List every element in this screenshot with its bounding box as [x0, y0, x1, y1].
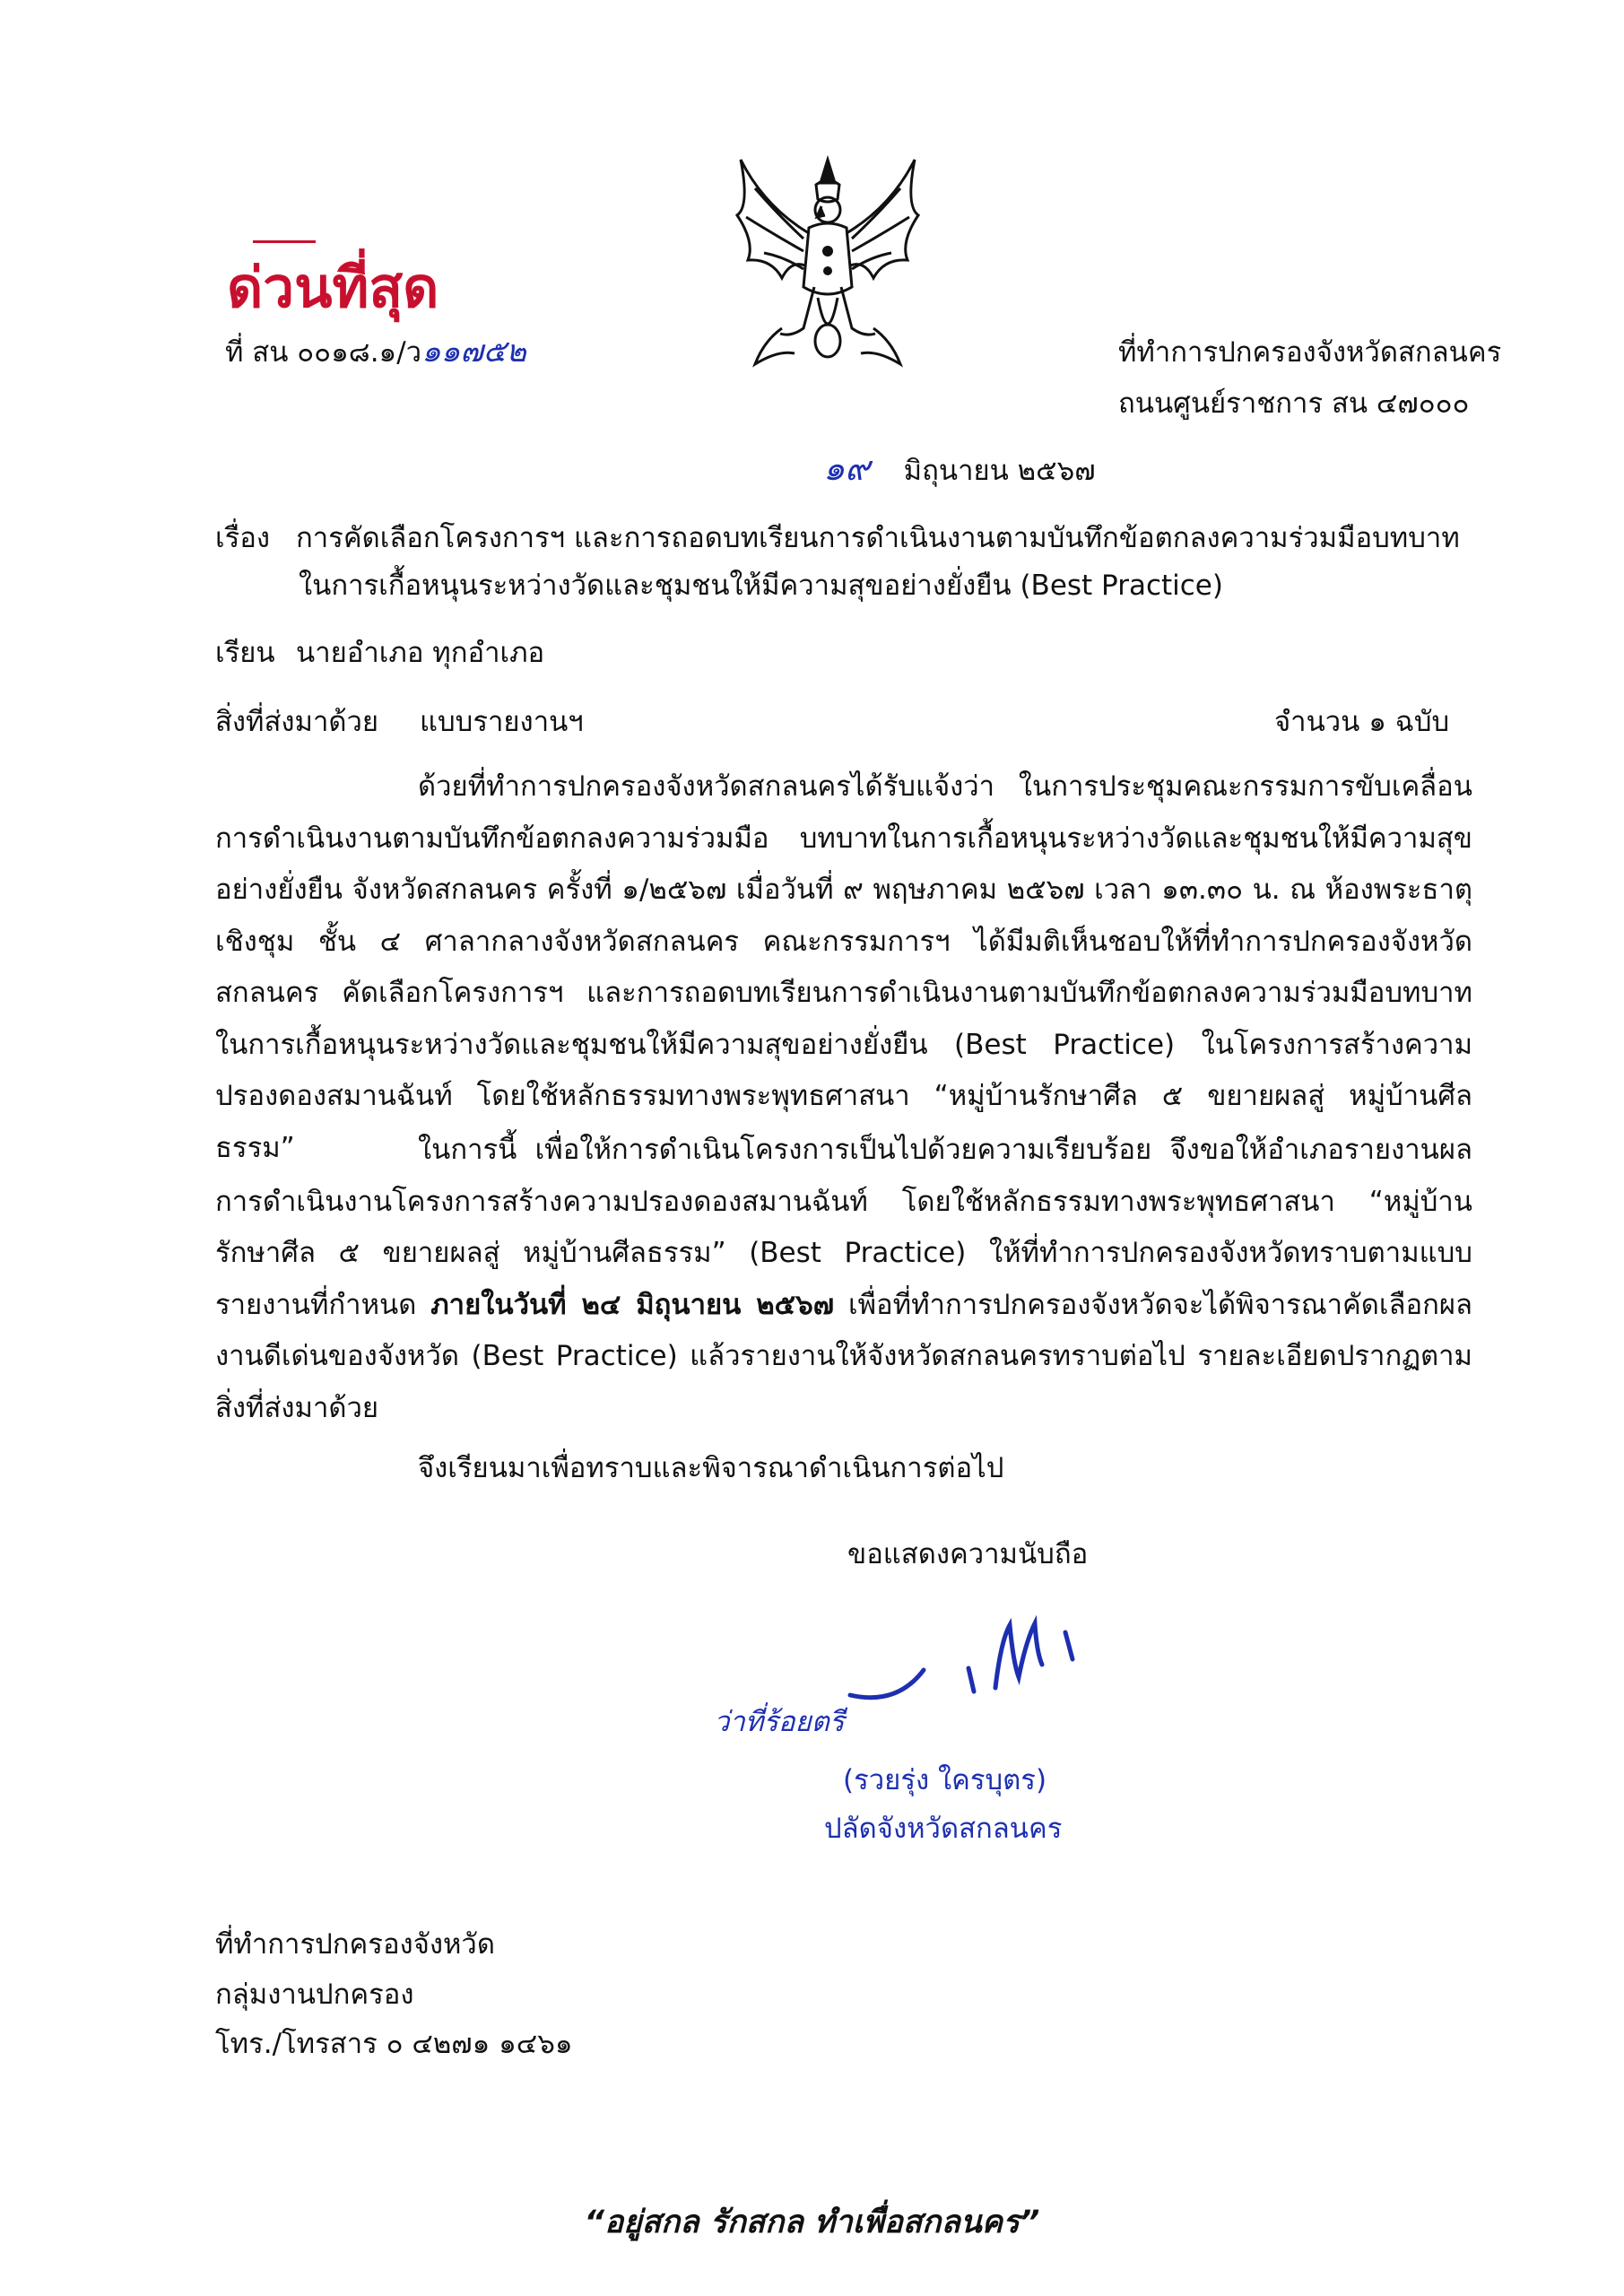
- body-paragraph-1: [215, 761, 1472, 1174]
- subject-line2: ในการเกื้อหนุนระหว่างวัดและชุมชนให้มีความสุขอย่างยั่งยืน (Best Practice): [299, 570, 1223, 602]
- document-date: [823, 448, 1096, 491]
- closing-request: จึงเรียนมาเพื่อทราบและพิจารณาดำเนินการต่อไป: [418, 1452, 1004, 1484]
- signer-handwritten-title: ว่าที่ร้อยตรี: [714, 1706, 845, 1738]
- document-number-handwritten: ๑๑๗๕๒: [421, 334, 526, 370]
- urgency-stamp: ด่วนที่สุด: [227, 255, 439, 320]
- enclosure-label: สิ่งที่ส่งมาด้วย: [215, 706, 379, 738]
- date-month-year: มิถุนายน ๒๕๖๗: [903, 455, 1096, 487]
- document-number: [225, 332, 526, 372]
- recipient-label: เรียน: [215, 637, 275, 669]
- body-paragraph-2-text: ในการนี้ เพื่อให้การดำเนินโครงการเป็นไปด้วยความเรียบร้อย จึงขอให้อำเภอรายงานผลการดำเนินงานโครงการสร้างความปรองดองสมานฉันท์ โดยใช้หลักธรรมทางพระพุทธศาสนา “หมู่บ้านรักษาศีล ๕ ขยายผลสู่ หมู่บ้านศีลธรรม” (Best Practice) ให้ที่ทำการปกครองจังหวัดทราบตามแบบรายงานที่กำหนด: [215, 1134, 1472, 1321]
- enclosure-text: แบบรายงานฯ: [420, 706, 584, 738]
- footer-phone: โทร./โทรสาร ๐ ๔๒๗๑ ๑๔๖๑: [215, 2028, 573, 2060]
- document-number-prefix: ที่ สน ๐๐๑๘.๑/ว: [225, 336, 422, 369]
- urgency-stamp-mark: [253, 240, 316, 243]
- subject-label: เรื่อง: [215, 522, 271, 554]
- signer-name: (รวยรุ่ง ใครบุตร): [843, 1764, 1047, 1796]
- footer-office: ที่ทำการปกครองจังหวัด: [215, 1928, 495, 1961]
- closing-salutation: ขอแสดงความนับถือ: [847, 1538, 1089, 1570]
- signer-position: ปลัดจังหวัดสกลนคร: [824, 1813, 1063, 1845]
- slogan: “อยู่สกล รักสกล ทำเพื่อสกลนคร”: [584, 2205, 1040, 2240]
- signature-scribble-icon: [843, 1605, 1094, 1713]
- sender-office-line1: ที่ทำการปกครองจังหวัดสกลนคร: [1118, 336, 1502, 369]
- date-day-handwritten: ๑๙: [823, 448, 870, 488]
- body-paragraph-1-text: ด้วยที่ทำการปกครองจังหวัดสกลนครได้รับแจ้งว่า ในการประชุมคณะกรรมการขับเคลื่อนการดำเนินงานตามบันทึกข้อตกลงความร่วมมือ บทบาทในการเกื้อหนุนระหว่างวัดและชุมชนให้มีความสุขอย่างยั่งยืน จังหวัดสกลนคร ครั้งที่ ๑/๒๕๖๗ เมื่อวันที่ ๙ พฤษภาคม ๒๕๖๗ เวลา ๑๓.๓๐ น. ณ ห้องพระธาตุเชิงชุม ชั้น ๔ ศาลากลางจังหวัดสกลนคร คณะกรรมการฯ ได้มีมติเห็นชอบให้ที่ทำการปกครองจังหวัดสกลนคร คัดเลือกโครงการฯ และการถอดบทเรียนการดำเนินงานตามบันทึกข้อตกลงความร่วมมือบทบาทในการเกื้อหนุนระหว่างวัดและชุมชนให้มีความสุขอย่างยั่งยืน (Best Practice) ในโครงการสร้างความปรองดองสมานฉันท์ โดยใช้หลักธรรมทางพระพุทธศาสนา “หมู่บ้านรักษาศีล ๕ ขยายผลสู่ หมู่บ้านศีลธรรม”: [215, 770, 1472, 1164]
- deadline-text: ภายในวันที่ ๒๔ มิถุนายน ๒๕๖๗: [430, 1288, 835, 1321]
- footer-division: กลุ่มงานปกครอง: [215, 1979, 414, 2011]
- garuda-emblem-icon: [728, 152, 927, 373]
- subject-line1: การคัดเลือกโครงการฯ และการถอดบทเรียนการดำเนินงานตามบันทึกข้อตกลงความร่วมมือบทบาท: [296, 522, 1460, 554]
- body-paragraph-2: [215, 1125, 1472, 1434]
- sender-office-line2: ถนนศูนย์ราชการ สน ๔๗๐๐๐: [1118, 387, 1470, 420]
- enclosure-quantity: จำนวน ๑ ฉบับ: [1274, 706, 1450, 738]
- body-paragraph-2-continuation: เพื่อที่ทำการปกครองจังหวัดจะได้พิจารณาคัดเลือกผลงานดีเด่นของจังหวัด (Best Practice) แล้วรายงานให้จังหวัดสกลนครทราบต่อไป รายละเอียดปรากฏตามสิ่งที่ส่งมาด้วย: [215, 1288, 1473, 1424]
- recipient-text: นายอำเภอ ทุกอำเภอ: [296, 637, 545, 669]
